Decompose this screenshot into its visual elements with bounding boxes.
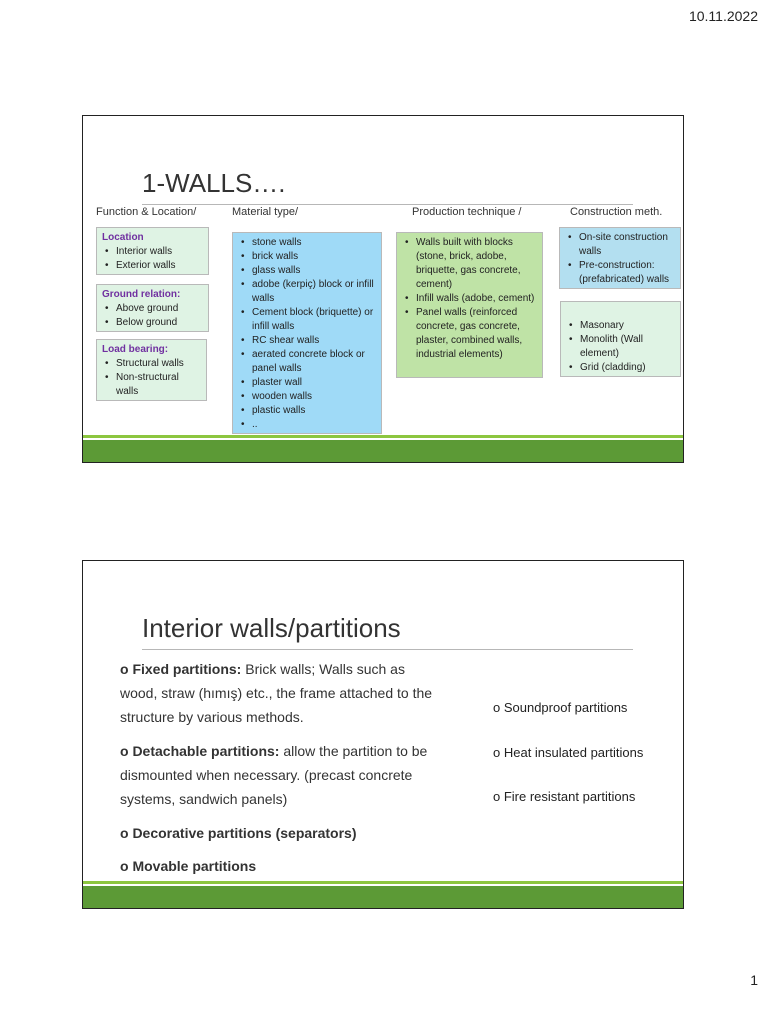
soundproof-partitions-item: o Soundproof partitions xyxy=(493,700,628,715)
list-item: • plastic walls xyxy=(252,404,376,418)
ground-relation-heading: Ground relation: xyxy=(102,289,181,300)
list-item: • aerated concrete block or panel walls xyxy=(252,348,376,376)
slide-walls xyxy=(82,115,684,463)
list-item: • Above ground xyxy=(116,302,203,316)
list-item: • Grid (cladding) xyxy=(580,361,675,375)
list-item: • adobe (kerpiç) block or infill walls xyxy=(252,278,376,306)
footer-accent-line xyxy=(83,435,683,438)
list-item: • plaster wall xyxy=(252,376,376,390)
list-item: • Exterior walls xyxy=(116,259,203,273)
list-item: • Pre-construction: (prefabricated) walls xyxy=(579,259,675,287)
location-list xyxy=(102,245,203,273)
list-item: • Infill walls (adobe, cement) xyxy=(416,292,537,306)
detachable-partitions-text: allow the partition to be dismounted when necessary. (precast concrete systems, sandwich panels) xyxy=(120,743,428,807)
decorative-partitions-item: o Decorative partitions (separators) xyxy=(120,825,357,841)
fire-resistant-partitions-item: o Fire resistant partitions xyxy=(493,789,636,804)
fixed-partitions-paragraph xyxy=(120,657,438,729)
construction-type-box xyxy=(560,301,681,377)
load-bearing-heading: Load bearing: xyxy=(102,344,169,355)
construction-method-list xyxy=(565,231,675,287)
construction-type-list xyxy=(566,319,675,375)
footer-accent-line xyxy=(83,881,683,884)
construction-method-box xyxy=(559,227,681,289)
fixed-partitions-label: o Fixed partitions: xyxy=(120,661,242,677)
page-number: 1 xyxy=(750,972,758,988)
production-technique-box xyxy=(396,232,543,378)
location-heading: Location xyxy=(102,232,144,243)
material-list xyxy=(238,236,376,432)
heat-insulated-partitions-item: o Heat insulated partitions xyxy=(493,745,644,760)
material-type-box xyxy=(232,232,382,434)
list-item: • RC shear walls xyxy=(252,334,376,348)
movable-partitions-item: o Movable partitions xyxy=(120,858,257,874)
column-heading-construction: Construction meth. xyxy=(570,206,663,218)
list-item: • Walls built with blocks (stone, brick, adobe, briquette, gas concrete, cement) xyxy=(416,236,537,292)
list-item: • Monolith (Wall element) xyxy=(580,333,675,361)
column-heading-function: Function & Location/ xyxy=(96,206,197,218)
detachable-partitions-paragraph xyxy=(120,739,440,811)
list-item: • Non-structural walls xyxy=(116,371,201,399)
ground-relation-list xyxy=(102,302,203,330)
list-item: • Interior walls xyxy=(116,245,203,259)
fixed-partitions-text: Brick walls; Walls such as wood, straw (hımış) etc., the frame attached to the structure by various methods. xyxy=(120,661,433,725)
list-item: • .. xyxy=(252,418,376,432)
page-date: 10.11.2022 xyxy=(688,8,758,24)
load-bearing-list xyxy=(102,357,201,399)
list-item: • Below ground xyxy=(116,316,203,330)
list-item: • Panel walls (reinforced concrete, gas concrete, plaster, combined walls, industrial elements) xyxy=(416,306,537,362)
ground-relation-box xyxy=(96,284,209,332)
footer-band xyxy=(83,886,683,908)
slide-title: 1-WALLS…. xyxy=(142,168,286,198)
slide-title: Interior walls/partitions xyxy=(142,613,401,643)
list-item: • On-site construction walls xyxy=(579,231,675,259)
title-rule xyxy=(142,649,633,650)
column-heading-material: Material type/ xyxy=(232,206,299,218)
list-item: • brick walls xyxy=(252,250,376,264)
location-box xyxy=(96,227,209,275)
footer-band xyxy=(83,440,683,462)
slide-interior-walls xyxy=(82,560,684,909)
load-bearing-box xyxy=(96,339,207,401)
list-item: • glass walls xyxy=(252,264,376,278)
list-item: • wooden walls xyxy=(252,390,376,404)
production-list xyxy=(402,236,537,362)
list-item: • Structural walls xyxy=(116,357,201,371)
list-item: • Masonary xyxy=(580,319,675,333)
title-rule xyxy=(142,204,633,205)
list-item: • Cement block (briquette) or infill walls xyxy=(252,306,376,334)
list-item: • stone walls xyxy=(252,236,376,250)
detachable-partitions-label: o Detachable partitions: xyxy=(120,743,280,759)
column-heading-production: Production technique / xyxy=(412,206,522,218)
